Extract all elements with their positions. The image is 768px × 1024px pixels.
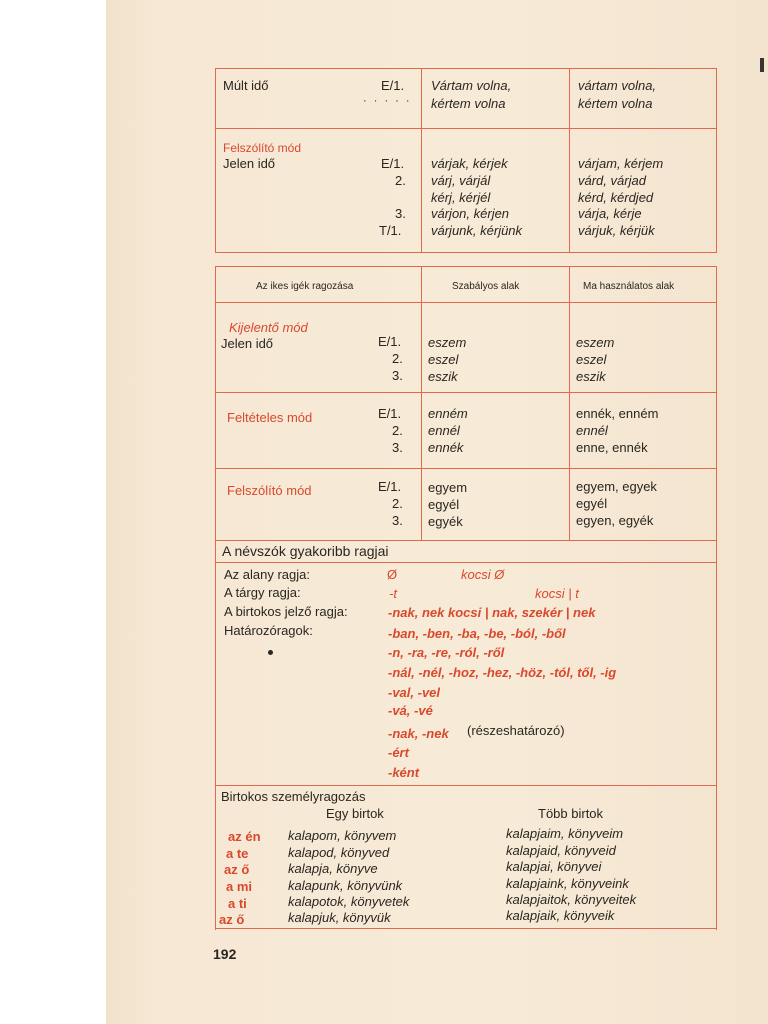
- alany-label: Az alany ragja:: [224, 567, 310, 582]
- felszolito-col2-row4: várjon, kérjen: [431, 206, 510, 221]
- felszolito-ikes-regular-1: egyem: [428, 480, 468, 495]
- ink-speck: [268, 650, 273, 655]
- edge-mark: [760, 58, 764, 72]
- hatarozo-line-4: -val, -vel: [388, 685, 441, 700]
- targy-example: kocsi | t: [535, 586, 579, 601]
- tobb-birtok-header: Több birtok: [538, 806, 604, 821]
- mult-ido-col2-line1: Vártam volna,: [431, 78, 512, 93]
- felszolito-col2-row1: várjak, kérjek: [431, 156, 508, 171]
- egy-birtok-header: Egy birtok: [326, 806, 384, 821]
- birtokos-title: Birtokos személyragozás: [221, 789, 366, 804]
- kijelento-regular-3: eszik: [428, 369, 458, 384]
- felszolito-col3-row4: várja, kérje: [578, 206, 642, 221]
- felszolito-ikes-current-3: egyen, egyék: [576, 513, 654, 528]
- pronoun-1: az én: [228, 829, 261, 844]
- felszolito-person-1: E/1.: [381, 156, 405, 171]
- felszolito-tense: Jelen idő: [223, 156, 276, 171]
- felszolito-col3-row1: várjam, kérjem: [578, 156, 664, 171]
- felteteles-regular-3: ennék: [428, 440, 464, 455]
- egy-birtok-2: kalapod, könyved: [288, 845, 390, 860]
- felteteles-person-1: E/1.: [378, 406, 402, 421]
- egy-birtok-4: kalapunk, könyvünk: [288, 878, 403, 893]
- pronoun-2: a te: [226, 846, 249, 861]
- kijelento-person-1: E/1.: [378, 334, 402, 349]
- kijelento-person-2: 2.: [392, 351, 403, 366]
- felszolito-col3-row3: kérd, kérdjed: [578, 190, 654, 205]
- ikes-header-2: Szabályos alak: [452, 281, 520, 292]
- pronoun-3: az ő: [224, 862, 250, 877]
- tobb-birtok-3: kalapjai, könyvei: [506, 859, 602, 874]
- egy-birtok-6: kalapjuk, könyvük: [288, 910, 391, 925]
- felszolito-ikes-current-2: egyél: [576, 496, 608, 511]
- egy-birtok-1: kalapom, könyvem: [288, 828, 397, 843]
- felteteles-mood: Feltételes mód: [227, 410, 313, 425]
- kijelento-current-3: eszik: [576, 369, 606, 384]
- hatarozo-line-1: -ban, -ben, -ba, -be, -ból, -ből: [388, 626, 566, 641]
- felszolito-ikes-person-3: 3.: [392, 513, 403, 528]
- felszolito-col3-row2: várd, várjad: [578, 173, 646, 188]
- ikes-header-1: Az ikes igék ragozása: [256, 281, 354, 292]
- felteteles-regular-1: enném: [428, 406, 468, 421]
- tobb-birtok-5: kalapjaitok, könyveitek: [506, 892, 637, 907]
- felszolito-person-3: 3.: [395, 206, 406, 221]
- hatarozo-line-8: -ként: [388, 765, 420, 780]
- felszolito-col3-row5: várjuk, kérjük: [578, 223, 655, 238]
- felszolito-ikes-person-1: E/1.: [378, 479, 402, 494]
- felteteles-current-3: enne, ennék: [576, 440, 648, 455]
- nevszok-title: A névszók gyakoribb ragjai: [222, 543, 389, 559]
- mult-ido-person: E/1.: [381, 78, 405, 93]
- felszolito-ikes-regular-3: egyék: [428, 514, 463, 529]
- felszolito-heading: Felszólító mód: [223, 141, 302, 155]
- mult-ido-col3-line1: vártam volna,: [578, 78, 657, 93]
- birtokos-jelzo-label: A birtokos jelző ragja:: [224, 604, 348, 619]
- kijelento-tense: Jelen idő: [221, 336, 274, 351]
- alany-example: kocsi Ø: [461, 567, 505, 582]
- egy-birtok-5: kalapotok, könyvetek: [288, 894, 410, 909]
- felszolito-col2-row5: várjunk, kérjünk: [431, 223, 523, 238]
- pronoun-6: az ő: [219, 912, 245, 927]
- hatarozo-line-6: -nak, -nek: [388, 726, 449, 741]
- tobb-birtok-4: kalapjaink, könyveink: [506, 876, 629, 891]
- alany-suffix: Ø: [387, 567, 398, 582]
- ikes-header-3: Ma használatos alak: [583, 281, 675, 292]
- mult-ido-dots: · · · · ·: [363, 95, 412, 107]
- pronoun-5: a ti: [228, 896, 247, 911]
- hatarozo-line-2: -n, -ra, -re, -ról, -ről: [388, 645, 505, 660]
- mult-ido-col2-line2: kértem volna: [431, 96, 506, 111]
- egy-birtok-3: kalapja, könyve: [288, 861, 378, 876]
- tobb-birtok-1: kalapjaim, könyveim: [506, 826, 624, 841]
- felszolito-ikes-person-2: 2.: [392, 496, 403, 511]
- mult-ido-col3-line2: kértem volna: [578, 96, 653, 111]
- hatarozoragok-label: Határozóragok:: [224, 623, 313, 638]
- felszolito-ikes-regular-2: egyél: [428, 497, 460, 512]
- mult-ido-label: Múlt idő: [223, 78, 269, 93]
- kijelento-person-3: 3.: [392, 368, 403, 383]
- felszolito-person-4: T/1.: [379, 223, 402, 238]
- page-number: 192: [213, 946, 237, 962]
- felszolito-ikes-mood: Felszólító mód: [227, 483, 312, 498]
- felteteles-regular-2: ennél: [428, 423, 460, 438]
- felteteles-current-2: ennél: [576, 423, 608, 438]
- felteteles-person-3: 3.: [392, 440, 403, 455]
- birtokos-jelzo-value: -nak, nek kocsi | nak, szekér | nek: [388, 605, 596, 620]
- hatarozo-line-5: -vá, -vé: [388, 703, 433, 718]
- felszolito-col2-row3: kérj, kérjél: [431, 190, 491, 205]
- felszolito-col2-row2: várj, várjál: [431, 173, 491, 188]
- pronoun-4: a mi: [226, 879, 253, 894]
- kijelento-current-1: eszem: [576, 335, 615, 350]
- targy-label: A tárgy ragja:: [224, 585, 301, 600]
- tobb-birtok-2: kalapjaid, könyveid: [506, 843, 616, 858]
- felszolito-person-2: 2.: [395, 173, 406, 188]
- felszolito-ikes-current-1: egyem, egyek: [576, 479, 657, 494]
- kijelento-regular-1: eszem: [428, 335, 467, 350]
- kijelento-current-2: eszel: [576, 352, 607, 367]
- felteteles-person-2: 2.: [392, 423, 403, 438]
- felteteles-current-1: ennék, enném: [576, 406, 659, 421]
- tobb-birtok-6: kalapjaik, könyveik: [506, 908, 615, 923]
- hatarozo-line-3: -nál, -nél, -hoz, -hez, -höz, -tól, től, -ig: [388, 665, 617, 680]
- targy-suffix: -t: [389, 586, 397, 601]
- reszeshatarozo-note: (részeshatározó): [467, 723, 565, 738]
- kijelento-regular-2: eszel: [428, 352, 459, 367]
- hatarozo-line-7: -ért: [388, 745, 409, 760]
- kijelento-mood: Kijelentő mód: [229, 320, 308, 335]
